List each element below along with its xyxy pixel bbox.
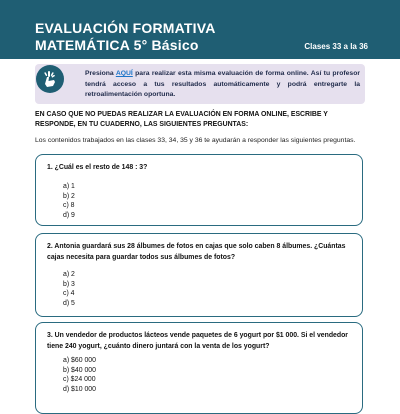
- option-c: c) 4: [63, 290, 75, 297]
- options-list: [63, 270, 75, 308]
- option-c: c) 8: [63, 202, 75, 209]
- instructions: EN CASO QUE NO PUEDAS REALIZAR LA EVALUACIÓN EN FORMA ONLINE, ESCRIBE Y RESPONDE, EN TU CUADERNO, LAS SIGUIENTES PREGUNTAS:: [35, 111, 328, 128]
- online-notice: [35, 64, 365, 104]
- question-2: [35, 233, 363, 317]
- question-3: [35, 322, 363, 414]
- option-b: b) 2: [63, 192, 75, 200]
- classes-label: Clases 33 a la 36: [304, 42, 368, 51]
- options-list: [63, 182, 75, 220]
- option-a: a) 1: [63, 183, 75, 190]
- online-evaluation-link[interactable]: AQUÍ: [115, 70, 133, 77]
- notice-text-after: para realizar esta misma evaluación de forma online. Así tu profesor tendrá acceso a tus resultados automáticamente y podrá entregarte la retroalimentación oportuna.: [85, 70, 361, 98]
- options-list: [63, 356, 96, 394]
- title-line-1: EVALUACIÓN FORMATIVA: [35, 20, 216, 36]
- question-text: 1. ¿Cuál es el resto de 148 : 3?: [47, 164, 148, 171]
- intro-text: Los contenidos trabajados en las clases 33, 34, 35 y 36 te ayudarán a responder las siguientes preguntas.: [35, 137, 356, 144]
- question-1: [35, 154, 363, 226]
- option-b: b) 3: [63, 280, 75, 288]
- notice-text-before: Presiona: [85, 70, 116, 77]
- question-text: 2. Antonia guardará sus 28 álbumes de fotos en cajas que solo caben 8 álbumes. ¿Cuántas cajas necesita para guardar todos sus álbumes de fotos?: [47, 243, 346, 261]
- option-d: d) 9: [63, 211, 75, 219]
- option-c: c) $24 000: [63, 376, 96, 383]
- notice-text: [85, 69, 360, 101]
- option-a: a) 2: [63, 271, 75, 278]
- question-text: 3. Un vendedor de productos lácteos vende paquetes de 6 yogurt por $1 000. Si el vendedor tiene 240 yogurt, ¿cuánto dinero juntará con la venta de los yogurt?: [47, 332, 348, 350]
- option-b: b) $40 000: [63, 366, 96, 374]
- document-header: [0, 0, 400, 59]
- option-a: a) $60 000: [63, 357, 96, 364]
- option-d: d) $10 000: [63, 385, 96, 393]
- title-line-2: MATEMÁTICA 5° Básico: [35, 37, 199, 53]
- hand-pointer-icon: [36, 65, 64, 93]
- option-d: d) 5: [63, 299, 75, 307]
